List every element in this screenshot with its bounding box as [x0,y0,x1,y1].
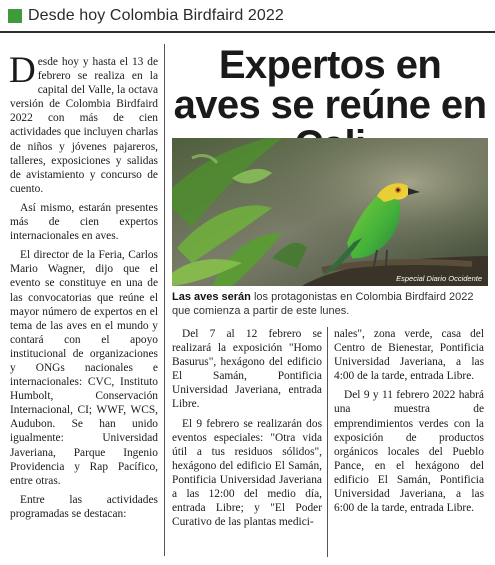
paragraph: Del 9 y 11 febrero 2022 habrá una muestra de emprendimientos verdes con la exposición de productos orgánicos locales del Pueblo Pance, en el hexágono del edificio El Samán, Pontificia Universidad Javeriana, a las 6:00 de la tarde, entrada Libre. [334,389,484,515]
header-rule [0,31,495,33]
paragraph: El director de la Feria, Carlos Mario Wagner, dijo que el evento se constituye en una de las convocatorias que reúne el mayor número de expertos en el tema de las aves en el mundo y contará con el apoyo institucional de organizaciones y ONGs nacionales e internacionales: CVC, Instituto Humbolt, Conservación Internacional, CI; WWF, WCS, Audubon. Se han unido igualmente: Universidad Javeriana, Parque Ingenio Providencia y Rap Pacífico, entre otras. [10,249,158,487]
body-column-3 [334,327,484,515]
paragraph: nales", zona verde, casa del Centro de Bienestar, Pontificia Universidad Javeriana, a las 4:00 de la tarde, entrada Libre. [334,328,484,383]
paragraph-text: esde hoy y hasta el 13 de febrero se realiza en la capital del Valle, la octava versión de Colombia Birdfaird 2022 con más de cien actividades que incluyen charlas de niños y jóvenes pajareros, talleres, exposiciones y salidas de avistamiento y concurso de cuento. [10,56,158,195]
paragraph: Del 7 al 12 febrero se realizará la exposición "Homo Basurus", hexágono del edificio El Samán, Pontificia Universidad Javeriana, entrada Libre. [172,328,322,411]
body-column-1 [9,50,158,521]
section-kicker [8,5,284,27]
photo-caption [172,291,488,318]
body-column-2 [172,327,322,529]
paragraph: Así mismo, estarán presentes más de cien expertos internacionales en aves. [10,201,158,243]
photo-credit: Especial Diario Occidente [396,274,482,283]
caption-text: los protagonistas en Colombia Birdfaird 2022 que comienza a partir de este lunes. [172,291,474,317]
headline: Expertos en aves se reúne en [173,43,487,127]
column-divider [327,327,328,557]
paragraph [9,50,158,196]
bird-photo [172,138,488,286]
paragraph: El 9 febrero se realizarán dos eventos especiales: "Otra vida útil a tus residuos sólidos", hexágono del edificio El Samán, Pontificia Universidad Javeriana a las 12:00 del medio día, entrada Libre; y "El Poder Curativo de las plantas medici- [172,417,322,529]
kicker-text: Desde hoy Colombia Birdfaird 2022 [28,7,284,24]
caption-lead: Las aves serán [172,291,251,303]
paragraph: Entre las actividades programadas se destacan: [10,493,158,520]
drop-cap: D [9,50,36,91]
bird-illustration-icon [172,138,488,286]
kicker-square-icon [8,9,22,23]
column-divider [164,44,165,556]
